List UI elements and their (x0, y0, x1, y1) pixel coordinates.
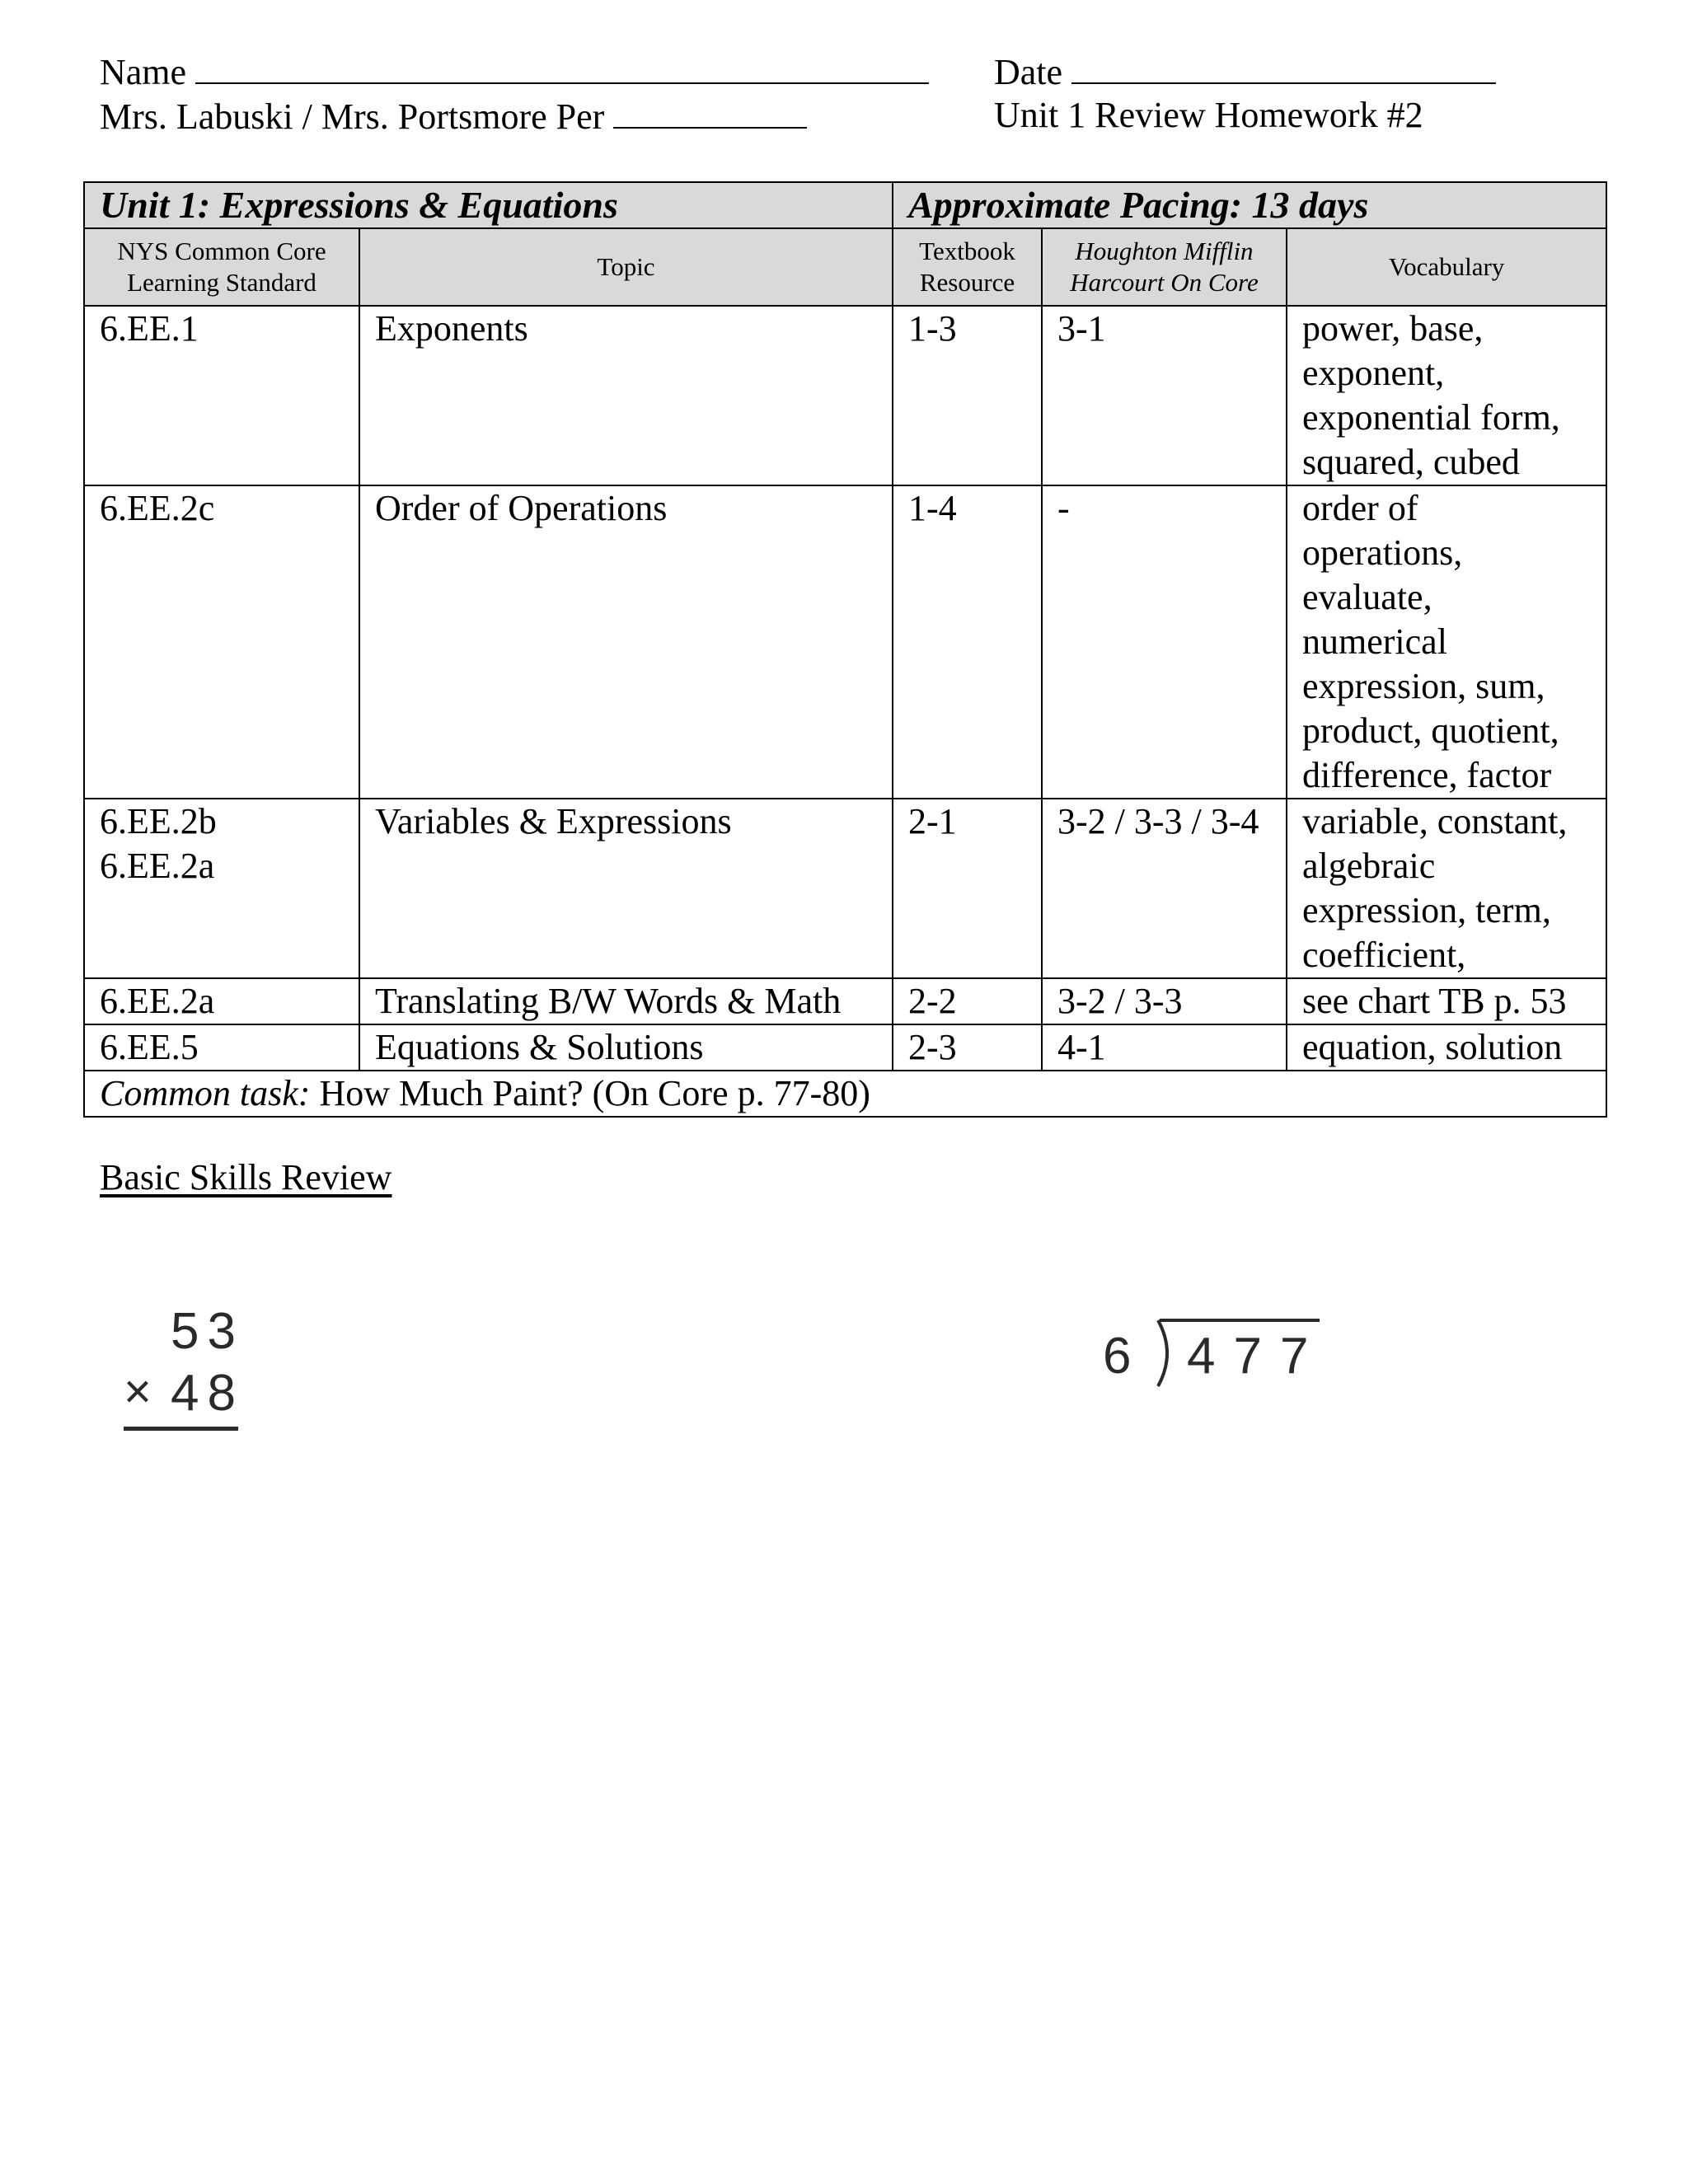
standard-cell (84, 306, 359, 485)
dividend: 477 (1187, 1328, 1327, 1385)
hmh-cell: 4-1 (1042, 1024, 1287, 1071)
table-row (84, 799, 1606, 978)
topic-cell: Exponents (359, 306, 893, 485)
column-header-row (84, 228, 1606, 306)
name-field[interactable] (195, 49, 929, 84)
common-task-text: How Much Paint? (On Core p. 77-80) (310, 1073, 870, 1113)
unit-title: Unit 1: Expressions & Equations (84, 182, 893, 228)
vocab-line: equation, solution (1302, 1027, 1563, 1067)
vocab-line: expression, sum, (1302, 666, 1545, 706)
topic-cell: Variables & Expressions (359, 799, 893, 978)
col-hmh-line2: Harcourt On Core (1070, 268, 1259, 297)
common-task-cell (84, 1071, 1606, 1117)
vocab-line: expression, term, (1302, 890, 1551, 930)
vocabulary-cell (1287, 799, 1606, 978)
section-heading: Basic Skills Review (100, 1157, 392, 1197)
vocab-line: order of (1302, 488, 1418, 528)
name-row (100, 49, 929, 94)
divisor: 6 (1103, 1328, 1140, 1385)
hmh-cell: 3-1 (1042, 306, 1287, 485)
vocab-line: see chart TB p. 53 (1302, 981, 1567, 1021)
table-row (84, 978, 1606, 1024)
col-standard-line1: NYS Common Core (117, 237, 326, 265)
period-field[interactable] (613, 94, 807, 129)
standard-cell (84, 1024, 359, 1071)
date-row (994, 49, 1496, 94)
date-label: Date (994, 52, 1063, 92)
vocabulary-cell (1287, 978, 1606, 1024)
col-textbook-line1: Textbook (919, 237, 1015, 265)
table-row (84, 306, 1606, 485)
vocab-line: exponential form, (1302, 397, 1560, 438)
vocab-line: exponent, (1302, 353, 1445, 393)
table-title-row (84, 182, 1606, 228)
multiplication-rule (124, 1427, 238, 1431)
textbook-cell: 2-1 (893, 799, 1042, 978)
col-textbook-line2: Resource (919, 268, 1015, 297)
standard-cell (84, 978, 359, 1024)
col-standard (84, 228, 359, 306)
vocabulary-cell (1287, 485, 1606, 799)
multiply-operator: × (124, 1365, 160, 1418)
col-vocabulary: Vocabulary (1287, 228, 1606, 306)
hmh-cell: 3-2 / 3-3 (1042, 978, 1287, 1024)
col-hmh (1042, 228, 1287, 306)
date-field[interactable] (1071, 49, 1496, 84)
standard-code: 6.EE.2a (100, 981, 215, 1021)
standard-cell (84, 799, 359, 978)
standard-code: 6.EE.5 (100, 1027, 199, 1067)
teacher-line: Mrs. Labuski / Mrs. Portsmore Per (100, 96, 605, 137)
topic-cell: Order of Operations (359, 485, 893, 799)
common-task-row (84, 1071, 1606, 1117)
common-task-label: Common task: (100, 1073, 311, 1113)
vocab-line: numerical (1302, 621, 1447, 662)
vocab-line: operations, (1302, 532, 1463, 573)
vocab-line: evaluate, (1302, 577, 1432, 617)
vocab-line: difference, factor (1302, 755, 1552, 795)
teacher-row (100, 94, 807, 138)
vocabulary-cell (1287, 1024, 1606, 1071)
table-row (84, 1024, 1606, 1071)
col-hmh-line1: Houghton Mifflin (1075, 237, 1254, 265)
col-textbook (893, 228, 1042, 306)
standard-cell (84, 485, 359, 799)
table-row (84, 485, 1606, 799)
textbook-cell: 1-3 (893, 306, 1042, 485)
col-topic: Topic (359, 228, 893, 306)
standard-code: 6.EE.2c (100, 488, 215, 528)
hmh-cell: 3-2 / 3-3 / 3-4 (1042, 799, 1287, 978)
vocab-line: power, base, (1302, 308, 1484, 349)
multiplier: 48 (171, 1365, 244, 1422)
hmh-cell: - (1042, 485, 1287, 799)
textbook-cell: 2-2 (893, 978, 1042, 1024)
multiplicand: 53 (171, 1303, 244, 1360)
standard-code: 6.EE.1 (100, 308, 199, 349)
unit-table (83, 181, 1607, 1118)
vocab-line: algebraic (1302, 846, 1436, 886)
standard-code: 6.EE.2b (100, 801, 217, 841)
vocab-line: squared, cubed (1302, 442, 1520, 482)
name-label: Name (100, 52, 187, 92)
vocab-line: coefficient, (1302, 935, 1466, 975)
vocab-line: variable, constant, (1302, 801, 1568, 841)
vocabulary-cell (1287, 306, 1606, 485)
textbook-cell: 1-4 (893, 485, 1042, 799)
assignment-title: Unit 1 Review Homework #2 (994, 95, 1423, 135)
col-standard-line2: Learning Standard (127, 268, 316, 297)
topic-cell: Translating B/W Words & Math (359, 978, 893, 1024)
textbook-cell: 2-3 (893, 1024, 1042, 1071)
topic-cell: Equations & Solutions (359, 1024, 893, 1071)
standard-code: 6.EE.2a (100, 846, 215, 886)
pacing-title: Approximate Pacing: 13 days (893, 182, 1606, 228)
vocab-line: product, quotient, (1302, 710, 1559, 751)
